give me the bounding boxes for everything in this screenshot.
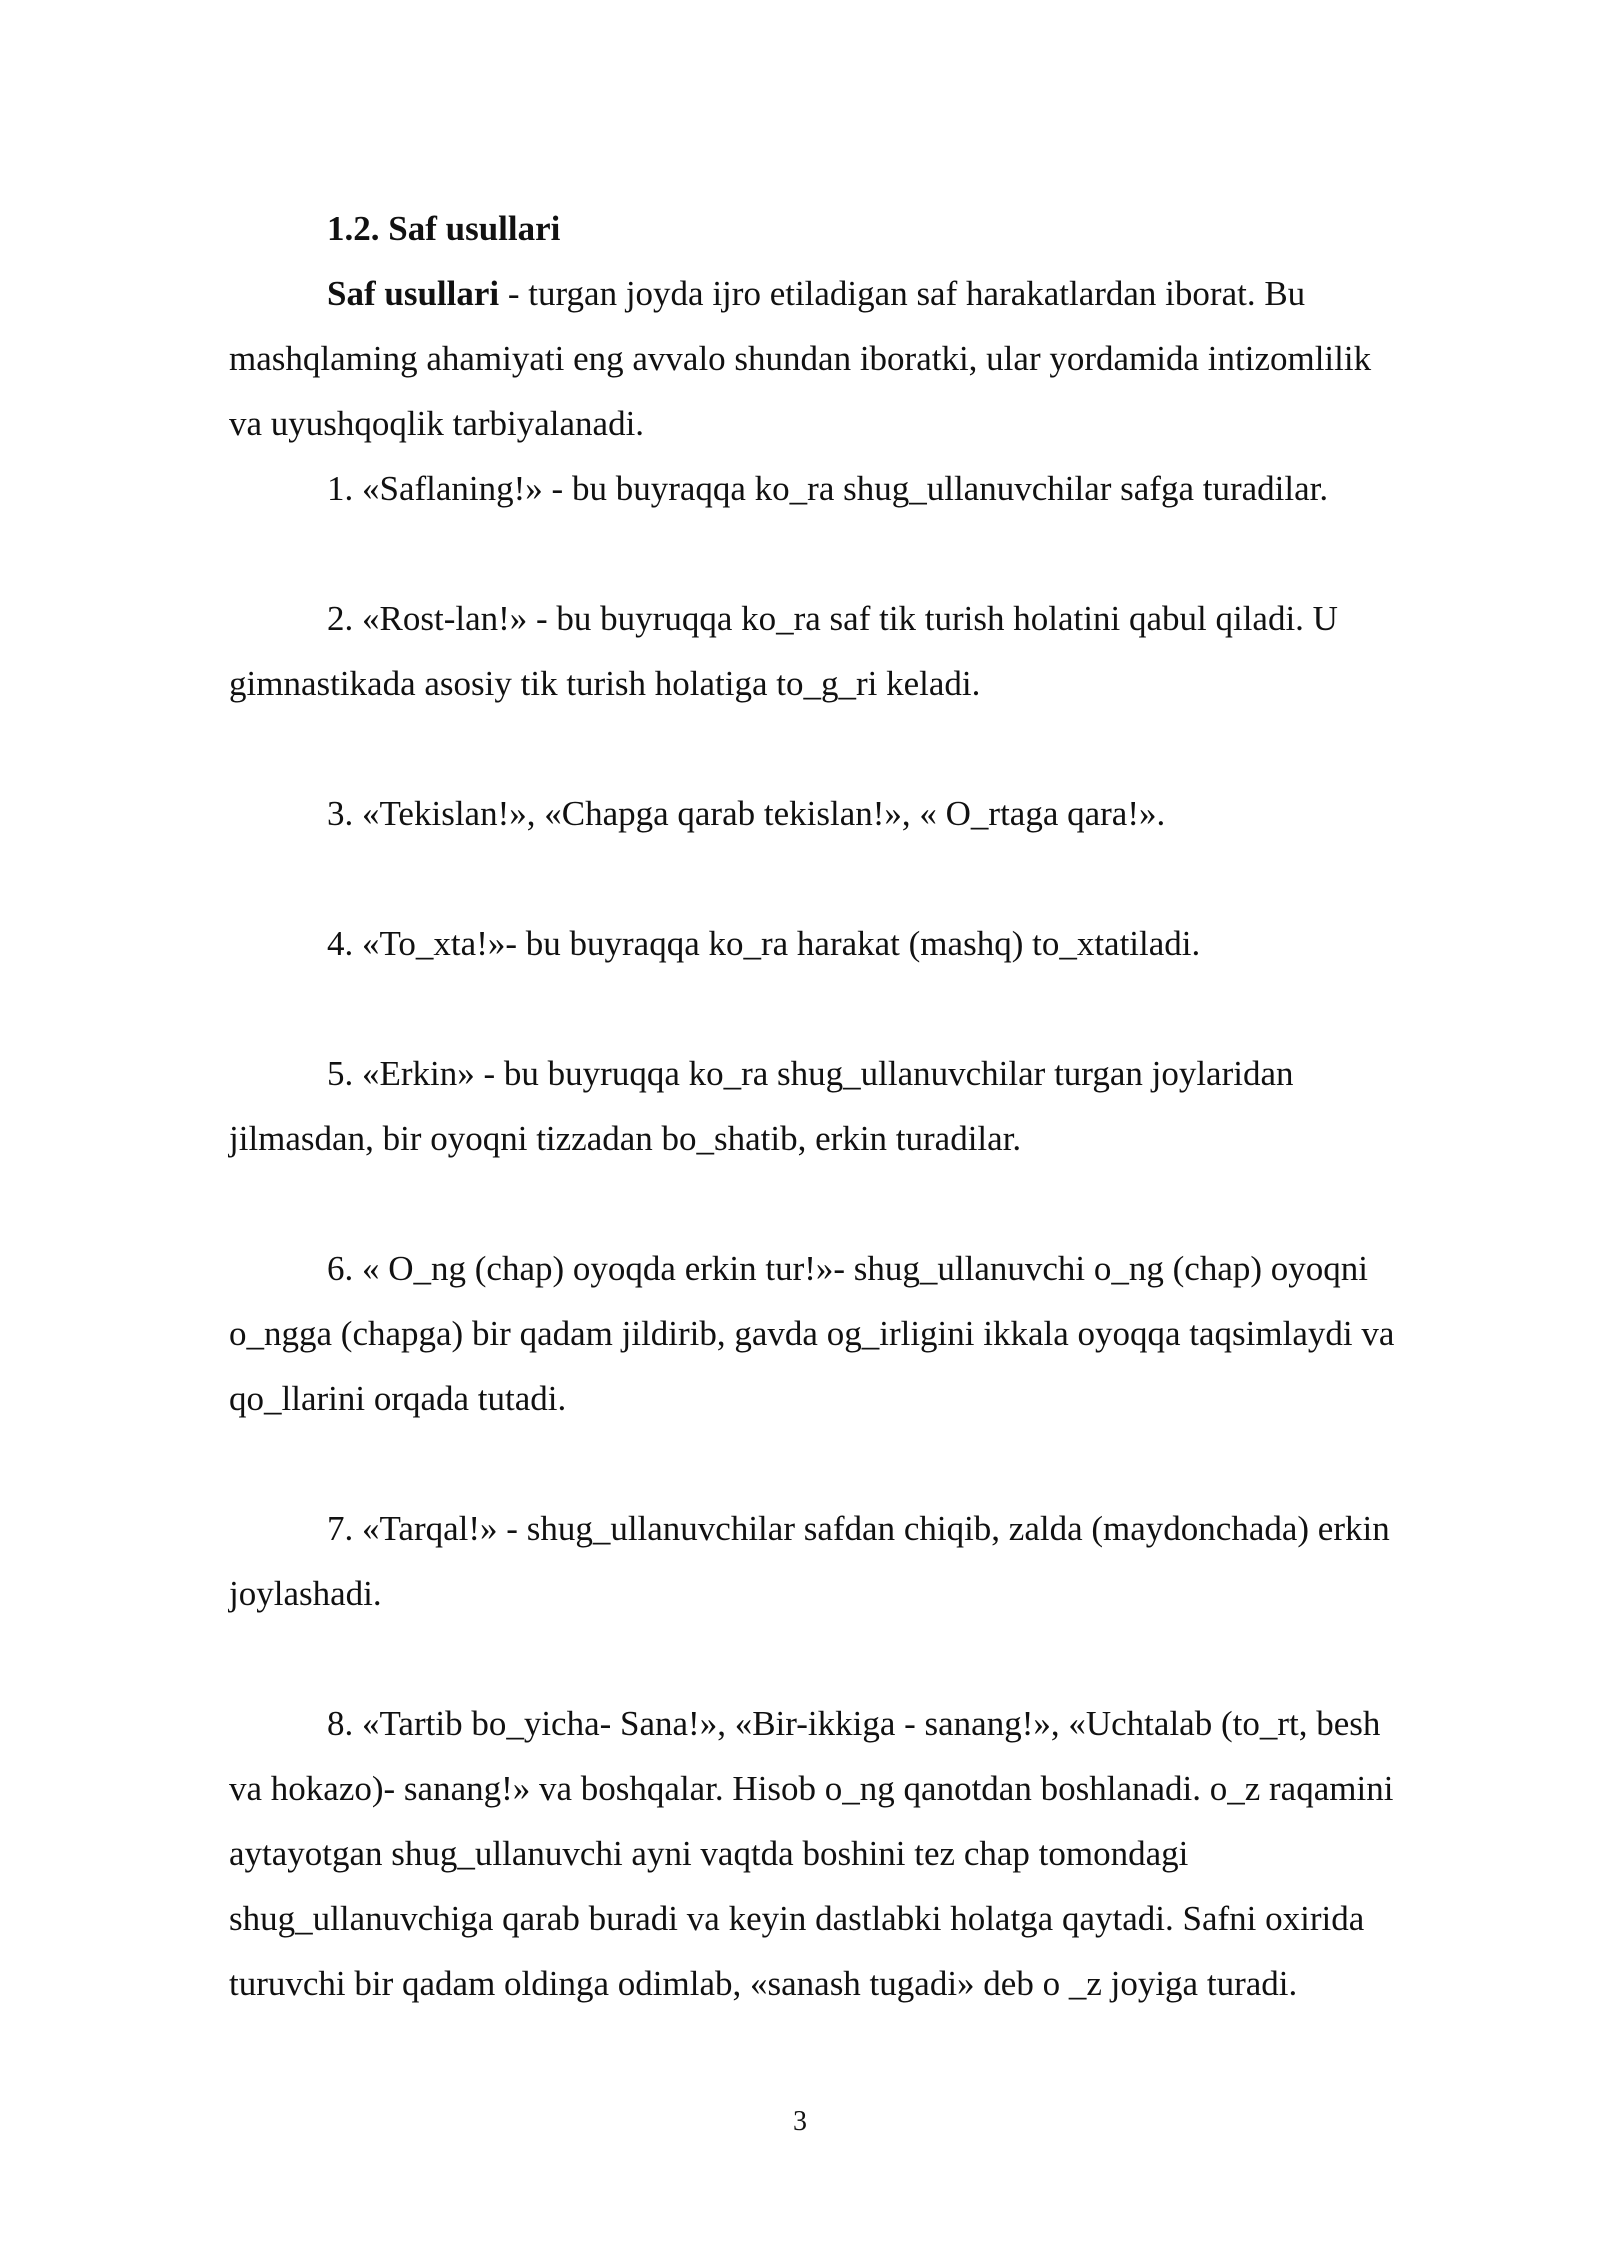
intro-line-1 [229,261,1489,326]
item-1-line-1: 1. «Saflaning!» - bu buyraqqa ko_ra shug_ullanuvchilar safga turadilar. [327,469,1329,508]
section-heading: 1.2. Saf usullari [327,209,561,248]
intro-term: Saf usullari [327,274,500,313]
paragraph-gap [229,976,1489,1041]
item-6-line-1: 6. « O_ng (chap) oyoqda erkin tur!»- shug_ullanuvchi o_ng (chap) oyoqni [327,1249,1369,1288]
item-8-line-1: 8. «Tartib bo_yicha- Sana!», «Bir-ikkiga - sanang!», «Uchtalab (to_rt, besh [327,1704,1381,1743]
intro-text: - turgan joyda ijro etiladigan saf harakatlardan iborat. Bu [499,274,1306,313]
intro-line-3: va uyushqoqlik tarbiyalanadi. [229,404,645,443]
paragraph-gap [229,716,1489,781]
document-page [229,196,1489,2016]
item-2-line-2: gimnastikada asosiy tik turish holatiga to_g_ri keladi. [229,664,981,703]
item-5-line-1: 5. «Erkin» - bu buyruqqa ko_ra shug_ullanuvchilar turgan joylaridan [327,1054,1294,1093]
page-number: 3 [793,2106,807,2137]
item-8-line-4: shug_ullanuvchiga qarab buradi va keyin dastlabki holatga qaytadi. Safni oxirida [229,1899,1365,1938]
intro-line-2: mashqlaming ahamiyati eng avvalo shundan iboratki, ular yordamida intizomlilik [229,339,1372,378]
item-5-line-2: jilmasdan, bir oyoqni tizzadan bo_shatib, erkin turadilar. [229,1119,1022,1158]
item-6-line-3: qo_llarini orqada tutadi. [229,1379,567,1418]
item-8-line-5: turuvchi bir qadam oldinga odimlab, «sanash tugadi» deb o _z joyiga turadi. [229,1964,1298,2003]
paragraph-gap [229,1171,1489,1236]
item-3-line-1: 3. «Tekislan!», «Chapga qarab tekislan!», « O_rtaga qara!». [327,794,1166,833]
item-7-line-1: 7. «Tarqal!» - shug_ullanuvchilar safdan chiqib, zalda (maydonchada) erkin [327,1509,1390,1548]
item-7-line-2: joylashadi. [229,1574,382,1613]
item-4-line-1: 4. «To_xta!»- bu buyraqqa ko_ra harakat (mashq) to_xtatiladi. [327,924,1201,963]
item-8-line-3: aytayotgan shug_ullanuvchi ayni vaqtda boshini tez chap tomondagi [229,1834,1189,1873]
paragraph-gap [229,1431,1489,1496]
paragraph-gap [229,1626,1489,1691]
paragraph-gap [229,521,1489,586]
paragraph-gap [229,846,1489,911]
item-6-line-2: o_ngga (chapga) bir qadam jildirib, gavda og_irligini ikkala oyoqqa taqsimlaydi va [229,1314,1395,1353]
item-2-line-1: 2. «Rost-lan!» - bu buyruqqa ko_ra saf tik turish holatini qabul qiladi. U [327,599,1338,638]
item-8-line-2: va hokazo)- sanang!» va boshqalar. Hisob o_ng qanotdan boshlanadi. o_z raqamini [229,1769,1394,1808]
